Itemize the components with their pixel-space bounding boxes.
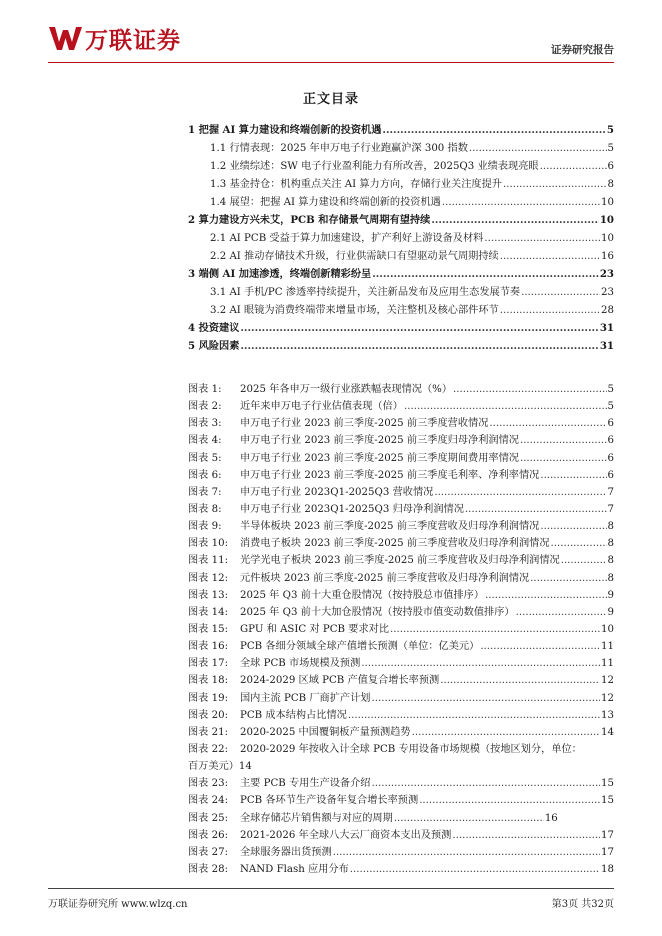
figure-list-item[interactable] xyxy=(188,809,614,826)
toc-leader-dots xyxy=(240,340,598,352)
toc-section[interactable] xyxy=(188,337,614,355)
figure-list-item[interactable] xyxy=(188,826,614,843)
toc-page-number: 10 xyxy=(599,214,614,226)
figure-label: 图表 4: xyxy=(188,435,222,447)
figure-label: 图表 22: xyxy=(188,743,229,755)
figure-leader-dots xyxy=(465,504,607,515)
figure-title: 元件板块 2023 前三季度-2025 前三季度营收及归母净利润情况 xyxy=(240,572,530,584)
figure-leader-dots xyxy=(453,384,606,395)
table-of-contents xyxy=(188,121,614,355)
figure-page-number: 6 xyxy=(607,435,614,447)
toc-page-number: 5 xyxy=(607,143,614,154)
figure-label: 图表 24: xyxy=(188,795,229,807)
toc-leader-dots xyxy=(503,179,607,190)
figure-page-number: 10 xyxy=(601,623,614,635)
figure-page-number: 12 xyxy=(601,675,614,687)
figure-list-item[interactable] xyxy=(188,654,614,671)
figure-label: 图表 19: xyxy=(188,692,229,704)
figure-page-number: 8 xyxy=(607,521,614,533)
toc-leader-dots xyxy=(500,251,600,262)
figure-label: 图表 15: xyxy=(188,623,229,635)
figure-title-continuation: 百万美元）14 xyxy=(188,761,252,773)
toc-leader-dots xyxy=(442,197,600,208)
figure-page-number: 15 xyxy=(601,795,614,807)
figure-leader-dots xyxy=(350,864,600,875)
figure-title: 半导体板块 2023 前三季度-2025 前三季度营收及归母净利润情况 xyxy=(240,521,540,533)
figure-list-item[interactable] xyxy=(188,586,614,603)
figure-title: 全球存储芯片销售额与对应的周期 xyxy=(240,812,393,824)
toc-entry-text: 2 算力建设方兴未艾，PCB 和存储景气周期有望持续 xyxy=(188,214,431,226)
figure-title: 2025 年 Q3 前十大重仓股情况（按持股总市值排序） xyxy=(240,589,485,601)
figure-leader-dots xyxy=(540,470,606,481)
figure-title: 申万电子行业 2023 前三季度-2025 前三季度归母净利润情况 xyxy=(240,435,519,447)
toc-subsection[interactable] xyxy=(188,229,614,247)
toc-page-number: 28 xyxy=(601,305,614,316)
toc-page-number: 16 xyxy=(601,251,614,262)
toc-entry-text: 1.4 展望：把握 AI 算力建设和终端创新的投资机遇 xyxy=(210,197,441,208)
toc-entry-text: 5 风险因素 xyxy=(188,340,240,352)
toc-title: 正文目录 xyxy=(302,92,359,107)
brand-name: 万联证券 xyxy=(85,27,181,54)
figure-leader-dots xyxy=(348,710,600,721)
toc-leader-dots xyxy=(484,233,600,244)
figure-page-number: 14 xyxy=(601,726,614,738)
figure-list-item[interactable] xyxy=(188,603,614,620)
figure-list-item[interactable] xyxy=(188,517,614,534)
figure-list-item[interactable] xyxy=(188,620,614,637)
figure-list-item[interactable] xyxy=(188,723,614,740)
toc-entry-text: 3.2 AI 眼镜为消费终端带来增量市场，关注整机及核心部件环节 xyxy=(210,305,499,316)
figure-label: 图表 20: xyxy=(188,709,229,721)
figure-title: 光学光电子板块 2023 前三季度-2025 前三季度营收及归母净利润情况 xyxy=(240,555,560,567)
figure-leader-dots xyxy=(530,573,606,584)
figure-label: 图表 23: xyxy=(188,778,229,790)
figure-title: 2024-2029 区域 PCB 产值复合增长率预测 xyxy=(240,675,440,687)
toc-subsection[interactable] xyxy=(188,175,614,193)
figure-list-item[interactable] xyxy=(188,483,614,500)
figure-label: 图表 17: xyxy=(188,658,229,670)
figure-leader-dots xyxy=(390,624,600,635)
figure-list-item[interactable] xyxy=(188,397,614,414)
figure-page-number: 7 xyxy=(607,486,614,498)
page-number: 第3页 共32页 xyxy=(551,899,614,910)
figure-list-item[interactable] xyxy=(188,843,614,860)
toc-leader-dots xyxy=(500,305,600,316)
figure-page-number: 5 xyxy=(607,401,614,413)
toc-subsection[interactable] xyxy=(188,283,614,301)
toc-entry-text: 1.3 基金持仓：机构重点关注 AI 算力方向，存储行业关注度提升 xyxy=(210,179,502,190)
toc-subsection[interactable] xyxy=(188,301,614,319)
toc-page-number: 10 xyxy=(601,197,614,208)
toc-page-number: 6 xyxy=(607,161,614,172)
figure-leader-dots xyxy=(489,418,606,429)
document-type: 证券研究报告 xyxy=(551,44,614,56)
figure-label: 图表 7: xyxy=(188,486,222,498)
figure-label: 图表 9: xyxy=(188,521,222,533)
toc-entry-text: 3 端侧 AI 加速渗透，终端创新精彩纷呈 xyxy=(188,268,372,280)
figure-page-number: 17 xyxy=(601,829,614,841)
figure-list-item[interactable] xyxy=(188,414,614,431)
figure-page-number: 8 xyxy=(607,572,614,584)
toc-subsection[interactable] xyxy=(188,157,614,175)
toc-entry-text: 1 把握 AI 算力建设和终端创新的投资机遇 xyxy=(188,124,382,136)
toc-leader-dots xyxy=(382,124,606,136)
toc-entry-text: 2.1 AI PCB 受益于算力加速建设，扩产利好上游设备及材料 xyxy=(210,233,484,244)
figure-label: 图表 28: xyxy=(188,863,229,875)
figure-title: 2021-2026 年全球八大云厂商资本支出及预测 xyxy=(240,829,452,841)
figure-leader-dots xyxy=(394,813,544,824)
figure-page-number: 7 xyxy=(607,503,614,515)
figure-list-item[interactable] xyxy=(188,791,614,808)
figure-list-item[interactable] xyxy=(188,637,614,654)
toc-leader-dots xyxy=(521,287,600,298)
figure-label: 图表 25: xyxy=(188,812,229,824)
figure-title: 全球服务器出货预测 xyxy=(240,846,332,858)
brand-logo xyxy=(48,18,181,58)
figure-leader-dots xyxy=(551,538,607,549)
figure-leader-dots xyxy=(361,658,600,669)
figure-list-item[interactable] xyxy=(188,534,614,551)
figure-title: 2025 年 Q3 前十大加仓股情况（按持股市值变动数值排序） xyxy=(240,606,515,618)
figure-page-number: 18 xyxy=(601,863,614,875)
toc-entry-text: 2.2 AI 推动存储技术升级，行业供需缺口有望驱动景气周期持续 xyxy=(210,251,499,262)
figure-title: 申万电子行业 2023Q1-2025Q3 归母净利润情况 xyxy=(240,503,464,515)
toc-section[interactable] xyxy=(188,211,614,229)
toc-page-number: 10 xyxy=(601,233,614,244)
footer-divider xyxy=(48,888,614,889)
figure-page-number: 8 xyxy=(607,538,614,550)
figure-page-number: 15 xyxy=(601,778,614,790)
figure-leader-dots xyxy=(372,693,601,704)
figure-label: 图表 6: xyxy=(188,469,222,481)
figure-leader-dots xyxy=(561,555,607,566)
figure-page-number: 9 xyxy=(607,589,614,601)
figure-leader-dots xyxy=(434,487,606,498)
toc-page-number: 23 xyxy=(601,287,614,298)
figure-page-number: 6 xyxy=(607,469,614,481)
figure-title: 消费电子板块 2023 前三季度-2025 前三季度营收及归母净利润情况 xyxy=(240,538,550,550)
figure-page-number: 16 xyxy=(544,812,558,824)
toc-page-number: 5 xyxy=(606,124,614,136)
toc-entry-text: 1.1 行情表现：2025 年申万电子行业跑赢沪深 300 指数 xyxy=(210,143,468,154)
figure-title: 申万电子行业 2023 前三季度-2025 前三季度期间费用率情况 xyxy=(240,452,519,464)
toc-section[interactable] xyxy=(188,265,614,283)
figure-page-number: 8 xyxy=(607,555,614,567)
figure-title: GPU 和 ASIC 对 PCB 要求对比 xyxy=(240,623,390,635)
toc-leader-dots xyxy=(431,214,599,226)
toc-leader-dots xyxy=(240,322,598,334)
toc-subsection[interactable] xyxy=(188,193,614,211)
figure-label: 图表 5: xyxy=(188,452,222,464)
figure-list-item[interactable] xyxy=(188,449,614,466)
figure-title: PCB 各环节生产设备年复合增长率预测 xyxy=(240,795,419,807)
figure-list-item[interactable] xyxy=(188,706,614,723)
figure-list xyxy=(188,380,614,877)
figure-label: 图表 27: xyxy=(188,846,229,858)
figure-page-number: 13 xyxy=(601,709,614,721)
figure-title: 2025 年各申万一级行业涨跌幅表现情况（%） xyxy=(240,384,453,395)
figure-page-number: 6 xyxy=(607,452,614,464)
toc-entry-text: 3.1 AI 手机/PC 渗透率持续提升，关注新品发布及应用生态发展节奏 xyxy=(210,287,521,298)
figure-label: 图表 13: xyxy=(188,589,229,601)
footer-source: 万联证券研究所 www.wlzq.cn xyxy=(48,899,188,910)
figure-label: 图表 21: xyxy=(188,726,229,738)
figure-leader-dots xyxy=(520,453,607,464)
figure-leader-dots xyxy=(372,778,601,789)
toc-subsection[interactable] xyxy=(188,139,614,157)
toc-section[interactable] xyxy=(188,121,614,139)
figure-label: 图表 2: xyxy=(188,401,222,413)
figure-title: 申万电子行业 2023 前三季度-2025 前三季度毛利率、净利率情况 xyxy=(240,469,540,481)
figure-label: 图表 12: xyxy=(188,572,229,584)
figure-page-number: 9 xyxy=(607,606,614,618)
figure-title: PCB 各细分领域全球产值增长预测（单位：亿美元） xyxy=(240,641,480,653)
figure-title: 国内主流 PCB 厂商扩产计划 xyxy=(240,692,371,704)
toc-subsection[interactable] xyxy=(188,247,614,265)
figure-list-item-continuation xyxy=(188,757,614,774)
figure-title: 2020-2029 年按收入计全球 PCB 专用设备市场规模（按地区划分，单位： xyxy=(240,743,582,755)
figure-list-item[interactable] xyxy=(188,740,614,757)
figure-list-item[interactable] xyxy=(188,774,614,791)
figure-leader-dots xyxy=(333,847,600,858)
figure-list-item[interactable] xyxy=(188,860,614,877)
brand-logo-w-icon xyxy=(48,24,84,52)
figure-list-item[interactable] xyxy=(188,569,614,586)
figure-list-item[interactable] xyxy=(188,380,614,397)
toc-entry-text: 1.2 业绩综述：SW 电子行业盈利能力有所改善，2025Q3 业绩表现亮眼 xyxy=(210,161,539,172)
figure-list-item[interactable] xyxy=(188,689,614,706)
toc-leader-dots xyxy=(372,268,599,280)
figure-title: 全球 PCB 市场规模及预测 xyxy=(240,658,361,670)
figure-page-number: 17 xyxy=(601,846,614,858)
figure-page-number: 11 xyxy=(601,658,614,670)
figure-list-item[interactable] xyxy=(188,671,614,688)
figure-label: 图表 18: xyxy=(188,675,229,687)
figure-leader-dots xyxy=(404,401,607,412)
toc-leader-dots xyxy=(469,143,607,154)
figure-leader-dots xyxy=(440,675,600,686)
header-divider xyxy=(48,62,614,63)
figure-title: NAND Flash 应用分布 xyxy=(240,863,349,875)
toc-leader-dots xyxy=(540,161,607,172)
figure-leader-dots xyxy=(520,435,607,446)
figure-list-item[interactable] xyxy=(188,466,614,483)
figure-list-item[interactable] xyxy=(188,500,614,517)
figure-title: 申万电子行业 2023 前三季度-2025 前三季度营收情况 xyxy=(240,418,489,430)
figure-page-number: 6 xyxy=(607,418,614,430)
figure-page-number: 5 xyxy=(607,384,614,395)
figure-label: 图表 8: xyxy=(188,503,222,515)
figure-label: 图表 10: xyxy=(188,538,229,550)
figure-label: 图表 16: xyxy=(188,641,229,653)
figure-page-number: 11 xyxy=(601,641,614,653)
figure-leader-dots xyxy=(452,830,600,841)
figure-label: 图表 3: xyxy=(188,418,222,430)
figure-list-item[interactable] xyxy=(188,551,614,568)
toc-page-number: 31 xyxy=(599,322,614,334)
figure-title: 2020-2025 中国覆铜板产量预测趋势 xyxy=(240,726,411,738)
figure-title: 主要 PCB 专用生产设备介绍 xyxy=(240,778,371,790)
figure-title: 申万电子行业 2023Q1-2025Q3 营收情况 xyxy=(240,486,434,498)
figure-leader-dots xyxy=(412,727,600,738)
figure-leader-dots xyxy=(516,607,607,618)
toc-page-number: 23 xyxy=(599,268,614,280)
toc-page-number: 8 xyxy=(607,179,614,190)
figure-leader-dots xyxy=(480,641,600,652)
figure-list-item[interactable] xyxy=(188,431,614,448)
page-header xyxy=(48,14,614,60)
figure-label: 图表 11: xyxy=(188,555,229,567)
figure-leader-dots xyxy=(485,590,606,601)
figure-label: 图表 26: xyxy=(188,829,229,841)
toc-page-number: 31 xyxy=(599,340,614,352)
figure-leader-dots xyxy=(540,521,606,532)
figure-page-number: 12 xyxy=(601,692,614,704)
figure-leader-dots xyxy=(419,795,600,806)
figure-title: PCB 成本结构占比情况 xyxy=(240,709,347,721)
toc-entry-text: 4 投资建议 xyxy=(188,322,240,334)
figure-label: 图表 14: xyxy=(188,606,229,618)
figure-label: 图表 1: xyxy=(188,384,222,395)
figure-title: 近年来申万电子行业估值表现（倍） xyxy=(240,401,403,413)
toc-section[interactable] xyxy=(188,319,614,337)
